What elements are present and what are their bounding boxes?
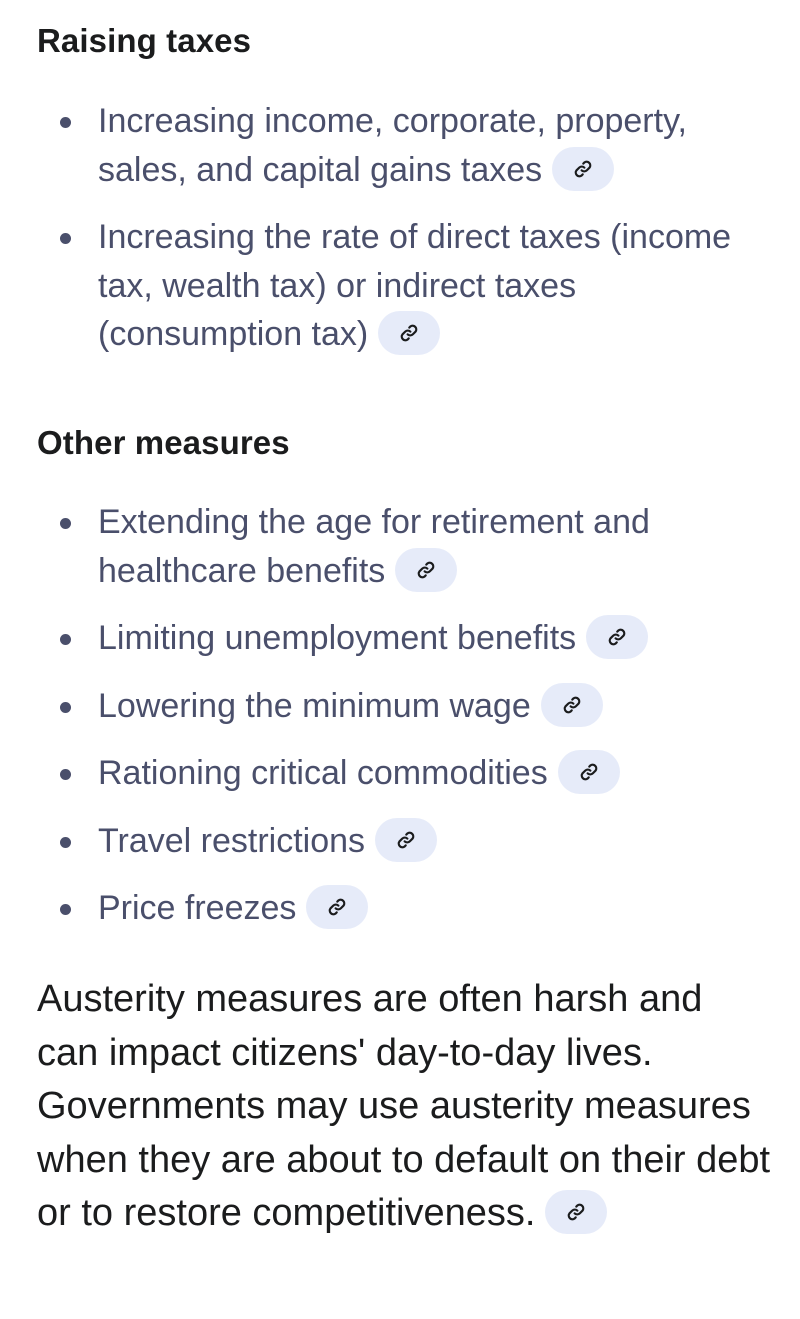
link-icon [561, 694, 583, 716]
raising-taxes-list [0, 97, 800, 378]
summary-paragraph [37, 973, 772, 1241]
list-item [0, 682, 800, 731]
list-item [0, 614, 800, 663]
citation-link-button[interactable] [586, 615, 648, 659]
link-icon [606, 626, 628, 648]
bullet-dot [60, 769, 71, 780]
citation-link-button[interactable] [395, 548, 457, 592]
link-icon [415, 559, 437, 581]
bullet-dot [60, 117, 71, 128]
section-heading-raising-taxes: Raising taxes [37, 22, 252, 59]
other-measures-list [0, 498, 800, 952]
bullet-dot [60, 904, 71, 915]
list-item [0, 817, 800, 866]
link-icon [578, 761, 600, 783]
citation-link-button[interactable] [552, 147, 614, 191]
list-item-text: Increasing the rate of direct taxes (income tax, wealth tax) or indirect taxes (consumption tax) [98, 218, 732, 353]
citation-link-button[interactable] [378, 311, 440, 355]
list-item [0, 884, 800, 933]
list-item-text: Extending the age for retirement and healthcare benefits [98, 503, 650, 590]
list-item-text: Limiting unemployment benefits [98, 619, 577, 657]
bullet-dot [60, 233, 71, 244]
citation-link-button[interactable] [558, 750, 620, 794]
citation-link-button[interactable] [541, 683, 603, 727]
list-item-text: Travel restrictions [98, 821, 366, 860]
citation-link-button[interactable] [306, 885, 368, 929]
bullet-dot [60, 702, 71, 713]
bullet-dot [60, 634, 71, 645]
citation-link-button[interactable] [545, 1190, 607, 1234]
link-icon [398, 322, 420, 344]
bullet-dot [60, 837, 71, 848]
list-item-text: Rationing critical commodities [98, 754, 548, 792]
list-item-text: Lowering the minimum wage [98, 686, 531, 725]
link-icon [395, 829, 417, 851]
link-icon [565, 1201, 587, 1223]
list-item [0, 97, 800, 194]
list-item-text: Increasing income, corporate, property, sales, and capital gains taxes [98, 102, 687, 189]
list-item [0, 749, 800, 798]
link-icon [572, 158, 594, 180]
citation-link-button[interactable] [375, 818, 437, 862]
bullet-dot [60, 518, 71, 529]
list-item [0, 498, 800, 595]
list-item-text: Price freezes [98, 889, 297, 927]
link-icon [326, 896, 348, 918]
list-item [0, 213, 800, 359]
summary-paragraph-text: Austerity measures are often harsh and can impact citizens' day-to-day lives. Governments may use austerity measures when they are about to default on their debt or to restore competitiveness. [37, 978, 771, 1234]
section-heading-other-measures: Other measures [37, 424, 290, 461]
